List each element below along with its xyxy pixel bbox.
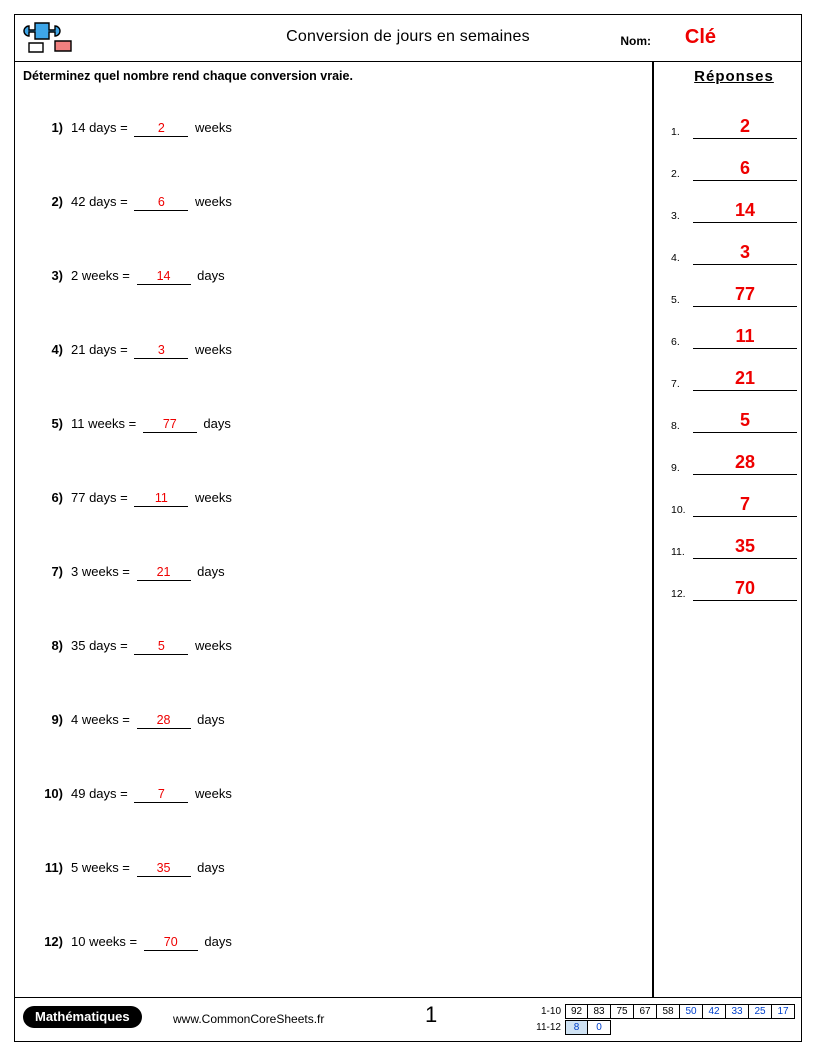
problem-expression <box>71 268 225 285</box>
problem-prefix: 49 days = <box>71 786 128 801</box>
problem-prefix: 11 weeks = <box>71 416 137 431</box>
problem-prefix: 35 days = <box>71 638 128 653</box>
problem-expression <box>71 712 225 729</box>
brand-badge: Mathématiques <box>23 1006 142 1028</box>
score-cell: 75 <box>611 1004 634 1019</box>
answer-blank[interactable]: 14 <box>137 269 191 285</box>
problem-suffix: weeks <box>195 120 232 135</box>
problem-suffix: weeks <box>195 490 232 505</box>
problem-expression <box>71 416 231 433</box>
problem-number: 3) <box>51 268 63 283</box>
score-table <box>531 1004 795 1036</box>
problem-list <box>15 96 645 984</box>
answer-value[interactable]: 14 <box>693 197 797 223</box>
answer-blank[interactable]: 21 <box>137 565 191 581</box>
answer-blank[interactable]: 2 <box>134 121 188 137</box>
problem-suffix: weeks <box>195 194 232 209</box>
problem-number: 12) <box>44 934 63 949</box>
answer-index: 5. <box>671 294 680 306</box>
problem-number: 11) <box>44 860 63 875</box>
problem-number: 4) <box>51 342 63 357</box>
answer-index: 4. <box>671 252 680 264</box>
problem-number: 2) <box>51 194 63 209</box>
answer-row <box>665 225 803 267</box>
answer-value[interactable]: 77 <box>693 281 797 307</box>
answer-value[interactable]: 28 <box>693 449 797 475</box>
answer-row <box>665 351 803 393</box>
score-cell: 33 <box>726 1004 749 1019</box>
score-cell: 92 <box>565 1004 588 1019</box>
problem-prefix: 14 days = <box>71 120 128 135</box>
problem-item <box>15 614 645 688</box>
problem-prefix: 3 weeks = <box>71 564 130 579</box>
problem-prefix: 77 days = <box>71 490 128 505</box>
problem-expression <box>71 490 232 507</box>
answer-index: 9. <box>671 462 680 474</box>
problem-number: 9) <box>51 712 63 727</box>
answer-value[interactable]: 6 <box>693 155 797 181</box>
problem-item <box>15 318 645 392</box>
answer-row <box>665 99 803 141</box>
answer-key-title: Réponses <box>694 68 774 85</box>
answer-blank[interactable]: 35 <box>137 861 191 877</box>
problem-suffix: days <box>197 268 225 283</box>
problem-item <box>15 466 645 540</box>
answer-index: 2. <box>671 168 680 180</box>
answer-blank[interactable]: 11 <box>134 491 188 507</box>
problem-item <box>15 688 645 762</box>
answer-index: 6. <box>671 336 680 348</box>
answer-index: 7. <box>671 378 680 390</box>
problem-suffix: weeks <box>195 638 232 653</box>
answer-row <box>665 519 803 561</box>
instruction-text: Déterminez quel nombre rend chaque conversion vraie. <box>23 69 353 83</box>
worksheet-footer <box>15 997 801 1041</box>
score-cell: 42 <box>703 1004 726 1019</box>
problem-expression <box>71 638 232 655</box>
score-cell: 58 <box>657 1004 680 1019</box>
answer-blank[interactable]: 5 <box>134 639 188 655</box>
answer-index: 1. <box>671 126 680 138</box>
problem-number: 7) <box>51 564 63 579</box>
answer-value[interactable]: 35 <box>693 533 797 559</box>
answer-value[interactable]: 5 <box>693 407 797 433</box>
problem-suffix: weeks <box>195 786 232 801</box>
problem-suffix: days <box>197 860 225 875</box>
answer-blank[interactable]: 3 <box>134 343 188 359</box>
score-cell: 17 <box>772 1004 795 1019</box>
problem-expression <box>71 860 225 877</box>
answer-blank[interactable]: 7 <box>134 787 188 803</box>
problem-prefix: 10 weeks = <box>71 934 138 949</box>
answer-index: 12. <box>671 588 686 600</box>
score-cell: 83 <box>588 1004 611 1019</box>
answer-row <box>665 183 803 225</box>
problem-prefix: 5 weeks = <box>71 860 130 875</box>
problem-suffix: weeks <box>195 342 232 357</box>
problem-prefix: 42 days = <box>71 194 128 209</box>
score-cell: 0 <box>588 1020 611 1035</box>
problem-suffix: days <box>197 564 225 579</box>
problem-expression <box>71 120 232 137</box>
score-row-2-label: 11-12 <box>536 1022 561 1033</box>
problem-suffix: days <box>204 934 232 949</box>
answer-index: 11. <box>671 546 685 558</box>
problem-suffix: days <box>197 712 225 727</box>
answer-blank[interactable]: 77 <box>143 417 197 433</box>
page-title: Conversion de jours en semaines <box>286 28 530 45</box>
answer-row <box>665 309 803 351</box>
answer-row <box>665 141 803 183</box>
answer-blank[interactable]: 6 <box>134 195 188 211</box>
problem-item <box>15 836 645 910</box>
problem-number: 6) <box>51 490 63 505</box>
problem-item <box>15 170 645 244</box>
answer-row <box>665 267 803 309</box>
problem-item <box>15 762 645 836</box>
problem-number: 8) <box>51 638 63 653</box>
answer-row <box>665 393 803 435</box>
score-row-1 <box>531 1004 795 1019</box>
problem-prefix: 21 days = <box>71 342 128 357</box>
problem-expression <box>71 564 225 581</box>
answer-value[interactable]: 11 <box>693 323 797 349</box>
problem-number: 10) <box>44 786 63 801</box>
problem-expression <box>71 342 232 359</box>
answer-row <box>665 435 803 477</box>
problem-prefix: 4 weeks = <box>71 712 130 727</box>
page-number: 1 <box>425 1002 438 1027</box>
problem-item <box>15 910 645 984</box>
score-cell: 25 <box>749 1004 772 1019</box>
answer-key-column <box>665 62 803 603</box>
answer-index: 3. <box>671 210 680 222</box>
problem-item <box>15 540 645 614</box>
score-cell: 50 <box>680 1004 703 1019</box>
problem-expression <box>71 934 232 951</box>
answer-value[interactable]: 7 <box>693 491 797 517</box>
answer-value[interactable]: 2 <box>693 113 797 139</box>
problem-expression <box>71 194 232 211</box>
problem-suffix: days <box>203 416 231 431</box>
answer-blank[interactable]: 28 <box>137 713 191 729</box>
score-cell: 67 <box>634 1004 657 1019</box>
answer-index: 10. <box>671 504 686 516</box>
problem-item <box>15 96 645 170</box>
problem-number: 5) <box>51 416 63 431</box>
score-cell: 8 <box>565 1020 588 1035</box>
worksheet-header <box>15 15 801 62</box>
answer-value[interactable]: 21 <box>693 365 797 391</box>
answer-value[interactable]: 70 <box>693 575 797 601</box>
score-row-2 <box>531 1020 795 1035</box>
answer-index: 8. <box>671 420 680 432</box>
answer-row <box>665 561 803 603</box>
column-divider <box>652 62 654 997</box>
name-value: Clé <box>684 26 716 48</box>
problem-item <box>15 244 645 318</box>
site-url: www.CommonCoreSheets.fr <box>173 1012 325 1026</box>
answer-key-list <box>665 99 803 603</box>
problem-expression <box>71 786 232 803</box>
answer-row <box>665 477 803 519</box>
score-row-1-label: 1-10 <box>540 1006 561 1017</box>
answer-value[interactable]: 3 <box>693 239 797 265</box>
problem-item <box>15 392 645 466</box>
answer-blank[interactable]: 70 <box>144 935 198 951</box>
worksheet-body <box>15 62 801 997</box>
problem-number: 1) <box>51 120 63 135</box>
name-label: Nom: <box>620 34 651 48</box>
problem-prefix: 2 weeks = <box>71 268 130 283</box>
worksheet-page <box>14 14 802 1042</box>
